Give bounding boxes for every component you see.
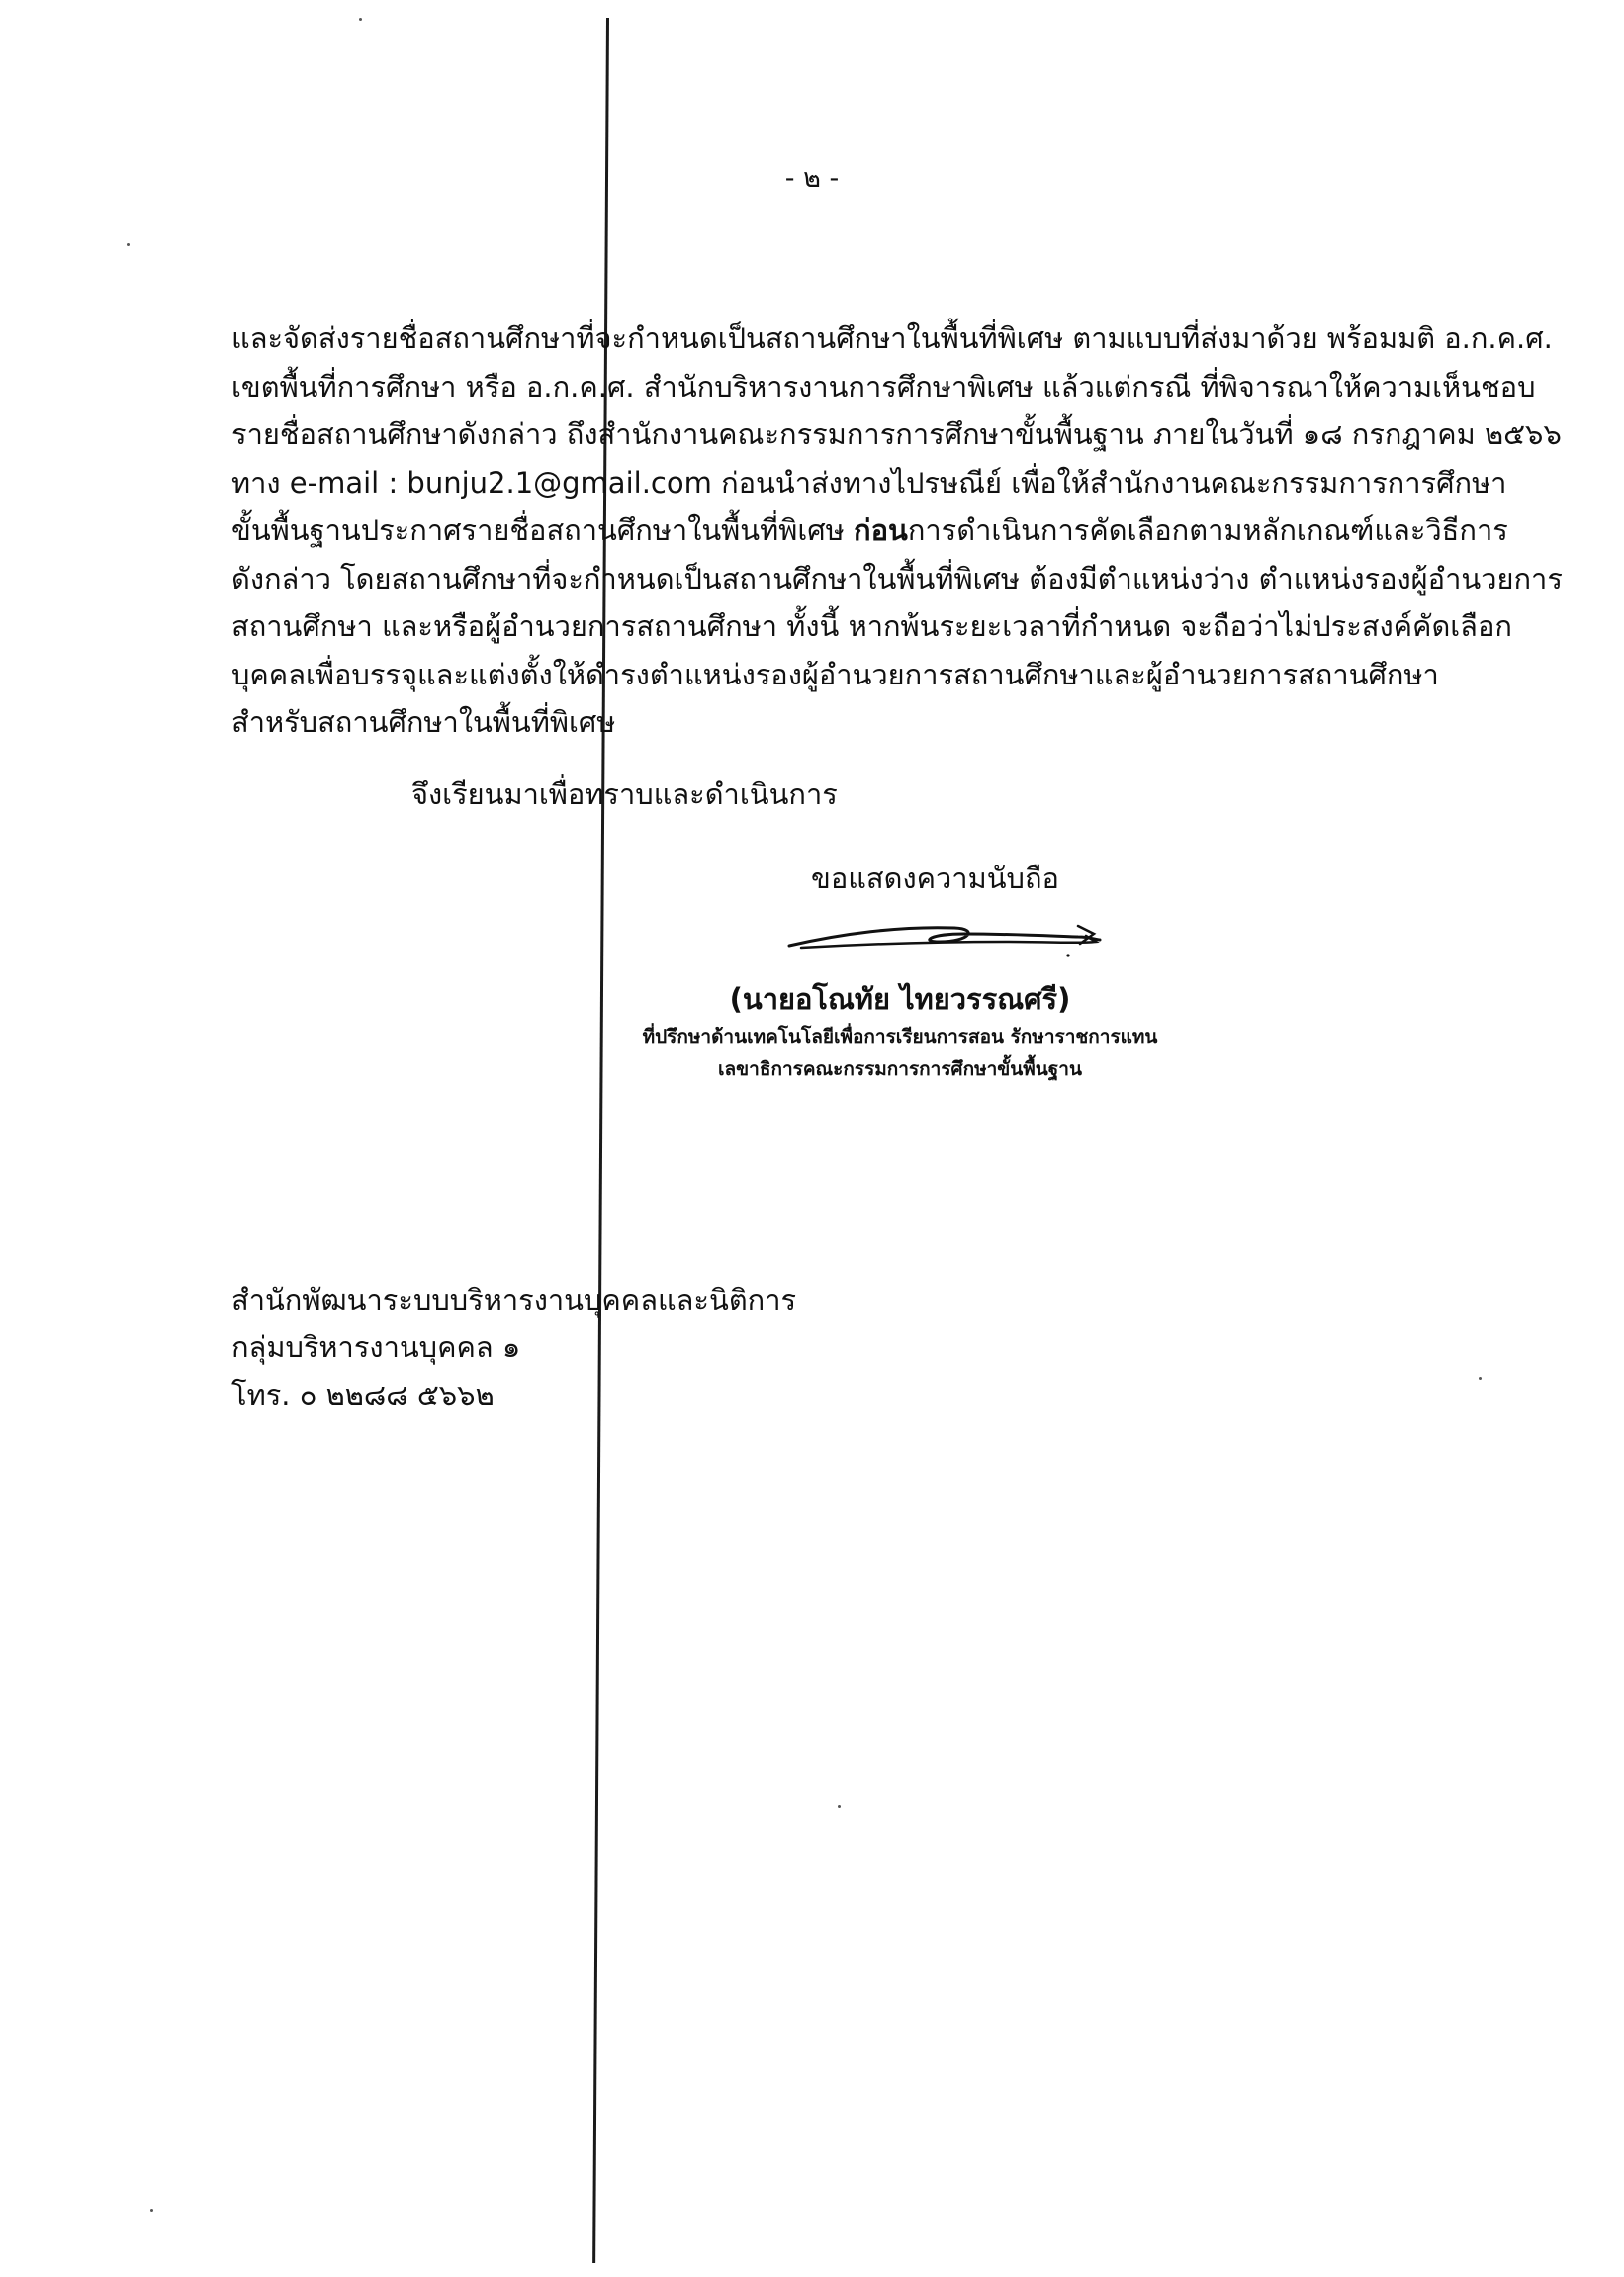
signatory-name: (นายอโณทัย ไทยวรรณศรี) xyxy=(729,982,1071,1016)
body-line-6: ดังกล่าว โดยสถานศึกษาที่จะกำหนดเป็นสถานศึกษาในพื้นที่พิเศษ ต้องมีตำแหน่งว่าง ตำแหน่งรองผู้อำนวยการ xyxy=(231,561,1563,595)
email-text: ทาง e-mail : bunju2.1@gmail.com ก่อนนำส่งทางไปรษณีย์ เพื่อให้สำนักงานคณะกรรมการการศึกษา xyxy=(231,465,1507,500)
handwritten-signature xyxy=(781,912,1108,961)
regards-salutation: ขอแสดงความนับถือ xyxy=(811,862,1059,895)
body-line-5-start: ขั้นพื้นฐานประกาศรายชื่อสถานศึกษาในพื้นที่พิเศษ xyxy=(231,513,855,547)
body-line-2: เขตพื้นที่การศึกษา หรือ อ.ก.ค.ศ. สำนักบริหารงานการศึกษาพิเศษ แล้วแต่กรณี ที่พิจารณาให้ความเห็นชอบ xyxy=(231,369,1536,404)
signatory-title-1: ที่ปรึกษาด้านเทคโนโลยีเพื่อการเรียนการสอน รักษาราชการแทน xyxy=(642,1026,1158,1047)
body-line-8: บุคคลเพื่อบรรจุและแต่งตั้งให้ดำรงตำแหน่งรองผู้อำนวยการสถานศึกษาและผู้อำนวยการสถานศึกษา xyxy=(231,657,1439,691)
scan-speck xyxy=(838,1805,841,1808)
page-number: - ๒ - xyxy=(784,163,840,194)
signatory-title-2: เลขาธิการคณะกรรมการการศึกษาขั้นพื้นฐาน xyxy=(718,1058,1082,1080)
body-line-9: สำหรับสถานศึกษาในพื้นที่พิเศษ xyxy=(231,705,616,739)
body-line-3: รายชื่อสถานศึกษาดังกล่าว ถึงสำนักงานคณะกรรมการการศึกษาขั้นพื้นฐาน ภายในวันที่ ๑๘ กรกฎาคม ๒๕๖๖ xyxy=(231,417,1562,451)
scan-speck xyxy=(127,243,130,246)
scan-speck xyxy=(1479,1377,1482,1380)
letter-body xyxy=(231,315,1563,747)
closing-statement: จึงเรียนมาเพื่อทราบและดำเนินการ xyxy=(411,777,838,811)
scan-speck xyxy=(150,2209,153,2212)
scan-speck xyxy=(359,18,362,21)
body-line-7: สถานศึกษา และหรือผู้อำนวยการสถานศึกษา ทั้งนี้ หากพ้นระยะเวลาที่กำหนด จะถือว่าไม่ประสงค์คัดเลือก xyxy=(231,609,1512,643)
footer-phone: โทร. ๐ ๒๒๘๘ ๕๖๖๒ xyxy=(231,1378,495,1412)
emphasis-before: ก่อน xyxy=(854,513,908,547)
footer-office: สำนักพัฒนาระบบบริหารงานบุคคลและนิติการ xyxy=(231,1283,797,1317)
body-line-1: และจัดส่งรายชื่อสถานศึกษาที่จะกำหนดเป็นสถานศึกษาในพื้นที่พิเศษ ตามแบบที่ส่งมาด้วย พร้อมมติ อ.ก.ค.ศ. xyxy=(231,321,1553,355)
sender-footer xyxy=(231,1276,796,1418)
body-line-5 xyxy=(231,506,1508,555)
body-line-4 xyxy=(231,459,1507,507)
footer-group: กลุ่มบริหารงานบุคคล ๑ xyxy=(231,1330,521,1364)
body-line-5-end: การดำเนินการคัดเลือกตามหลักเกณฑ์และวิธีการ xyxy=(907,513,1508,547)
